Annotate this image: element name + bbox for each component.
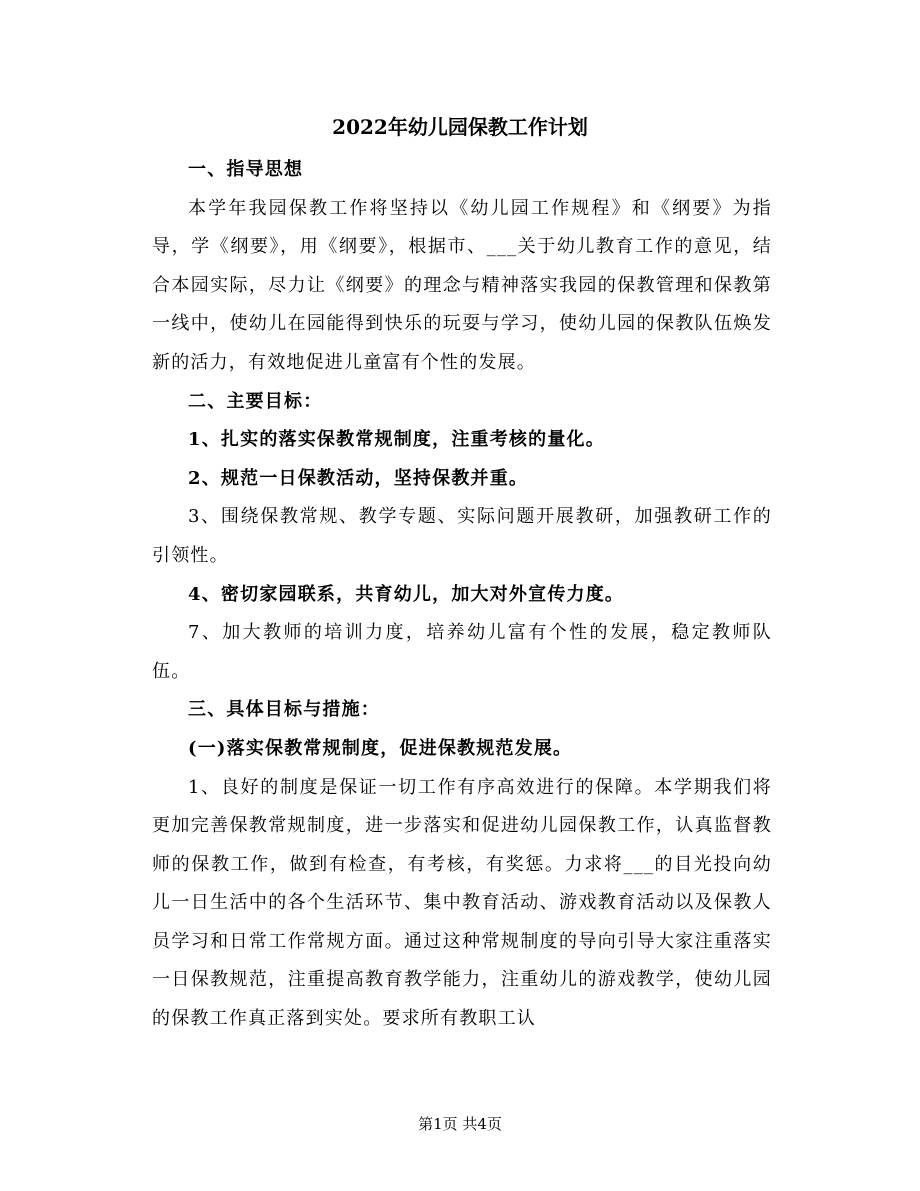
section-heading-main-goals: 二、主要目标： bbox=[188, 390, 323, 412]
goal-item-4: 4、密切家园联系，共育幼儿，加大对外宣传力度。 bbox=[188, 583, 625, 605]
paragraph-routine-system: 1、良好的制度是保证一切工作有序高效进行的保障。本学期我们将更加完善保教常规制度，进一步落实和促进幼儿园保教工作，认真监督教师的保教工作，做到有检查，有考核，有奖惩。力求将___的目光投向幼儿一日生活中的各个生活环节、集中教育活动、游戏教育活动以及保教人员学习和日常工作常规方面。通过这种常规制度的导向引导大家注重落实一日保教规范，注重提高教育教学能力，注重幼儿的游戏教学，使幼儿园的保教工作真正落到实处。要求所有教职工认 bbox=[152, 776, 772, 1030]
goal-item-3: 3、围绕保教常规、教学专题、实际问题开展教研，加强教研工作的引领性。 bbox=[152, 506, 772, 566]
document-body bbox=[152, 151, 772, 1039]
document-title: 2022年幼儿园保教工作计划 bbox=[332, 115, 588, 139]
goal-item-2: 2、规范一日保教活动，坚持保教并重。 bbox=[188, 467, 529, 489]
goal-item-1: 1、扎实的落实保教常规制度，注重考核的量化。 bbox=[188, 429, 605, 451]
page-footer: 第1页 共4页 bbox=[418, 1115, 502, 1133]
paragraph-guiding-ideology: 本学年我园保教工作将坚持以《幼儿园工作规程》和《纲要》为指导，学《纲要》，用《纲要》，根据市、___关于幼儿教育工作的意见，结合本园实际，尽力让《纲要》的理念与精神落实我园的保教管理和保教第一线中，使幼儿在园能得到快乐的玩耍与学习，使幼儿园的保教队伍焕发新的活力，有效地促进儿童富有个性的发展。 bbox=[152, 197, 772, 373]
subsection-heading-routine-system: (一)落实保教常规制度，促进保教规范发展。 bbox=[188, 737, 573, 759]
section-heading-guiding-ideology: 一、指导思想 bbox=[188, 159, 304, 180]
goal-item-7: 7、加大教师的培训力度，培养幼儿富有个性的发展，稳定教师队伍。 bbox=[152, 622, 772, 682]
section-heading-specific-measures: 三、具体目标与措施： bbox=[188, 699, 380, 721]
